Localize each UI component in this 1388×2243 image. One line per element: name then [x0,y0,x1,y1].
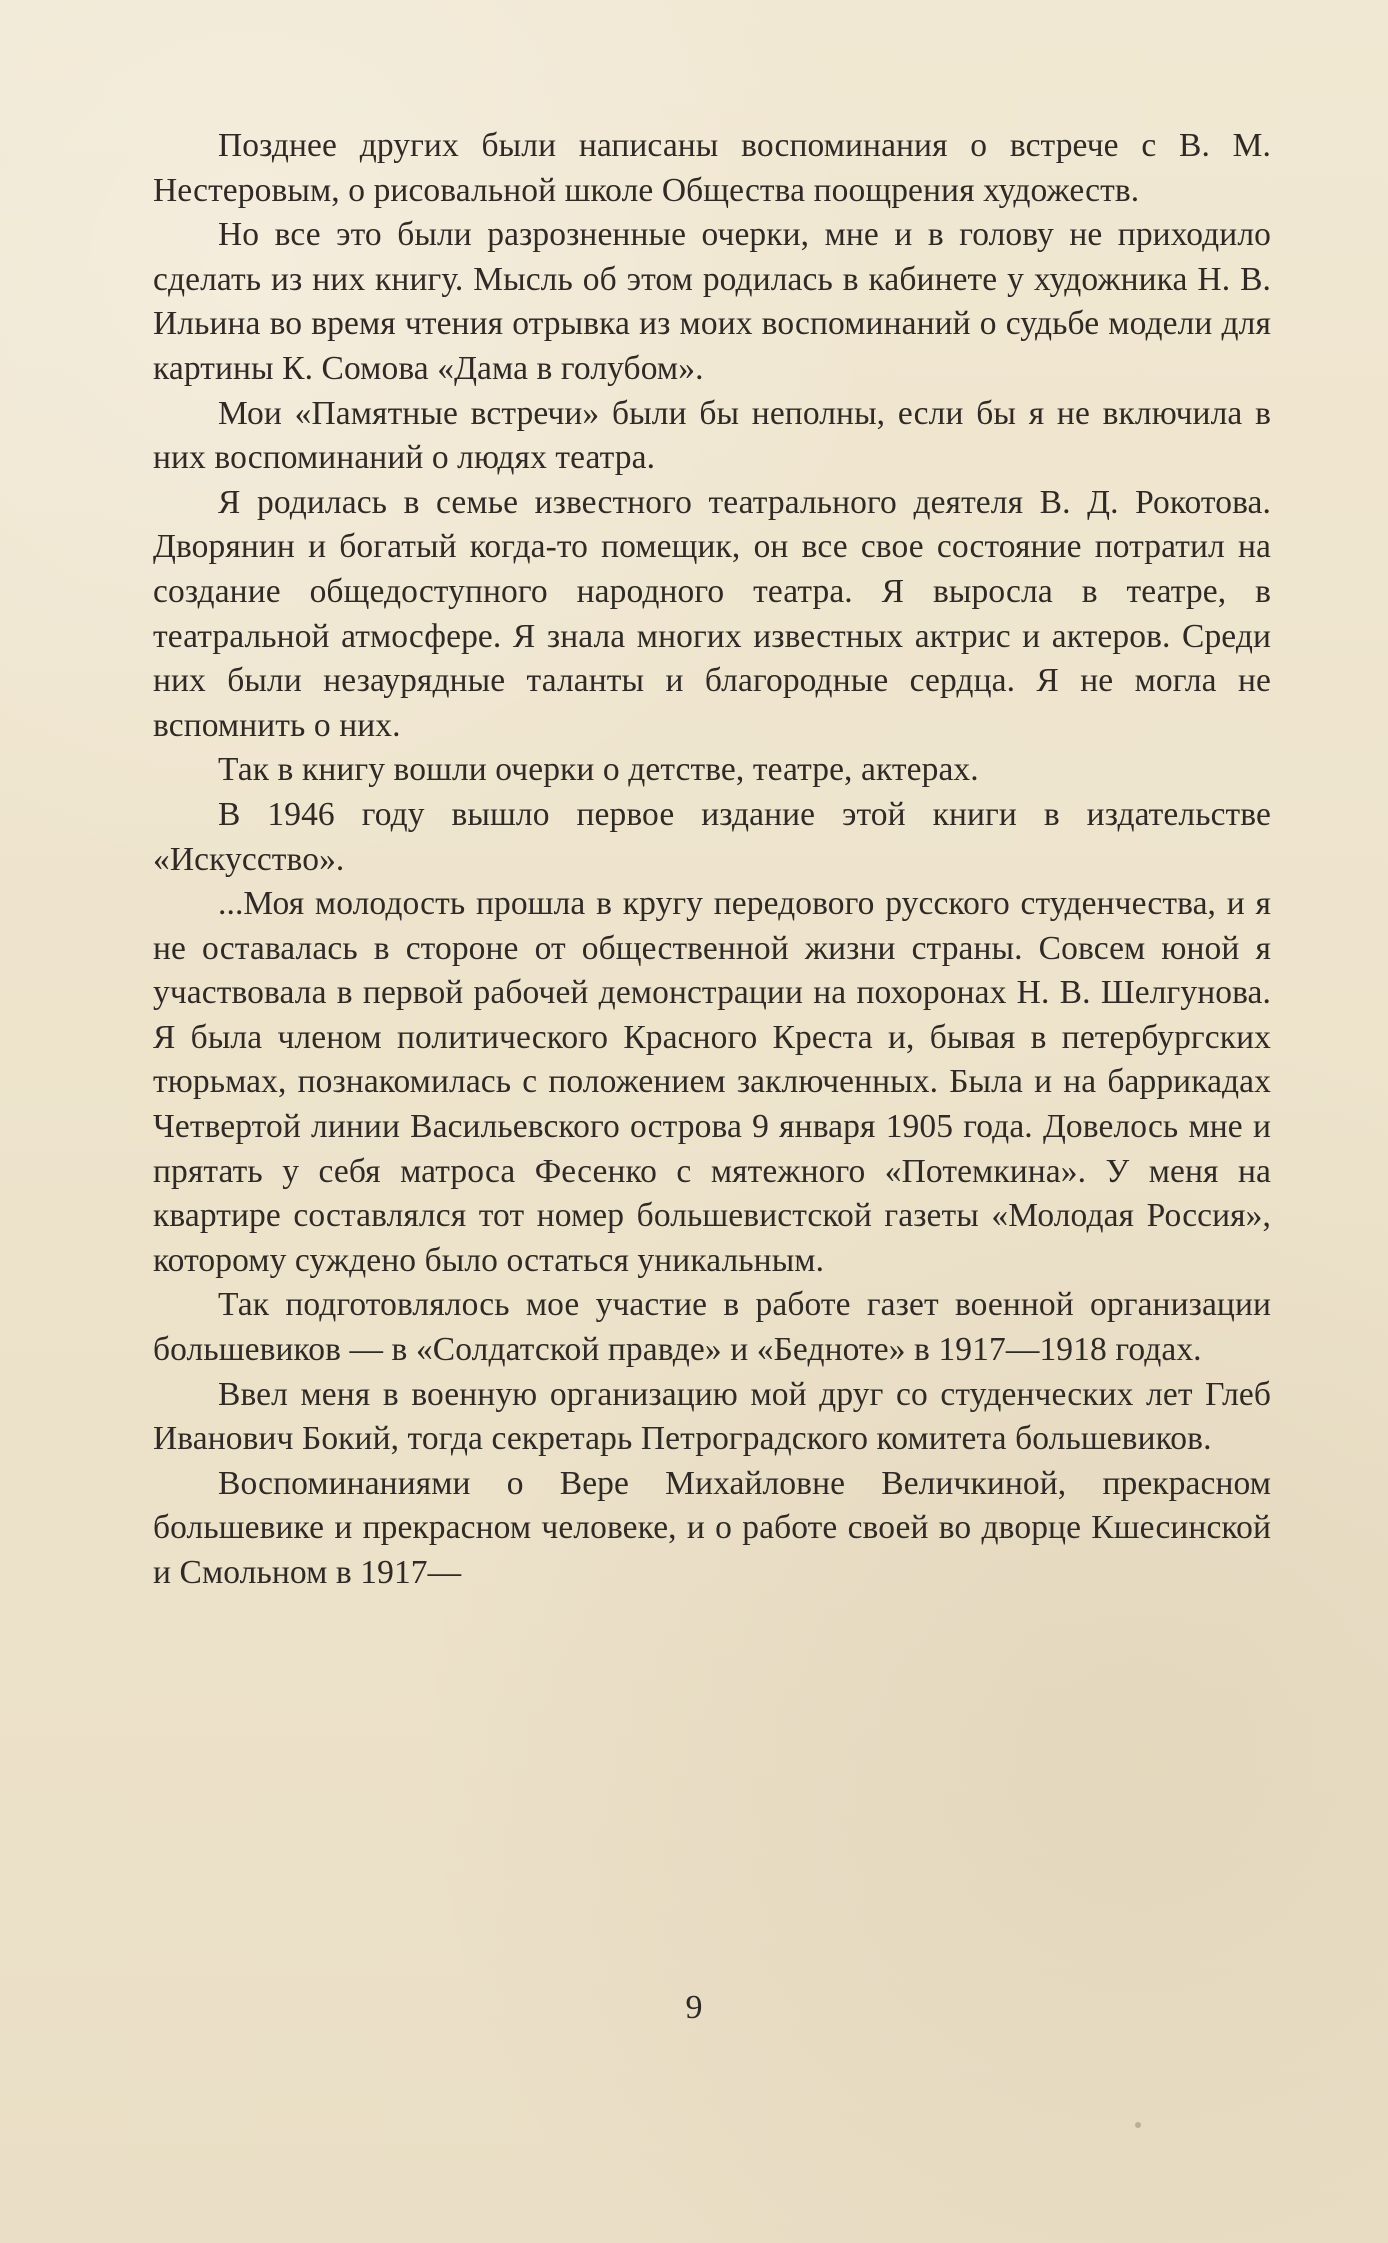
page-number: 9 [685,1989,703,2026]
paragraph: Так подготовлялось мое участие в работе газет военной организации большевиков — в «Солдатской правде» и «Бедноте» в 1917—1918 годах. [153,1286,1271,1369]
paragraph: Мои «Памятные встречи» были бы неполны, если бы я не включила в них воспоминаний о людях театра. [153,394,1271,477]
paragraph: ...Моя молодость прошла в кругу передового русского студенчества, и я не оставалась в стороне от общественной жизни страны. Совсем юной я участвовала в первой рабочей демонстрации на похоронах Н. В. Шелгунова. Я была членом политического Красного Креста и, бывая в петербургских тюрьмах, познакомилась с положением заключенных. Была и на баррикадах Четвертой линии Васильевского острова 9 января 1905 года. Довелось мне и прятать у себя матроса Фесенко с мятежного «Потемкина». У меня на квартире составлялся тот номер большевистской газеты «Молодая Россия», которому суждено было остаться уникальным. [153,885,1271,1279]
paper-speck [1135,2122,1141,2128]
paragraph: Я родилась в семье известного театрального деятеля В. Д. Рокотова. Дворянин и богатый когда-то помещик, он все свое состояние потратил на создание общедоступного народного театра. Я выросла в театре, в театральной атмосфере. Я знала многих известных актрис и актеров. Среди них были незаурядные таланты и благородные сердца. Я не могла не вспомнить о них. [153,483,1271,744]
paragraph: Но все это были разрозненные очерки, мне и в голову не приходило сделать из них книгу. Мысль об этом родилась в кабинете у художника Н. В. Ильина во время чтения отрывка из моих воспоминаний о судьбе модели для картины К. Сомова «Дама в голубом». [153,216,1271,387]
paragraph: Ввел меня в военную организацию мой друг со студенческих лет Глеб Иванович Бокий, тогда секретарь Петроградского комитета большевиков. [153,1375,1271,1458]
paragraph: Позднее других были написаны воспоминания о встрече с В. М. Нестеровым, о рисовальной школе Общества поощрения художеств. [153,127,1271,209]
paragraph: Воспоминаниями о Вере Михайловне Величкиной, прекрасном большевике и прекрасном человеке, и о работе своей во дворце Кшесинской и Смольном в 1917— [153,1464,1271,1591]
paragraph: Так в книгу вошли очерки о детстве, театре, актерах. [218,751,979,789]
paragraph: В 1946 году вышло первое издание этой книги в издательстве «Искусство». [153,795,1271,878]
body-text [153,124,1271,1596]
